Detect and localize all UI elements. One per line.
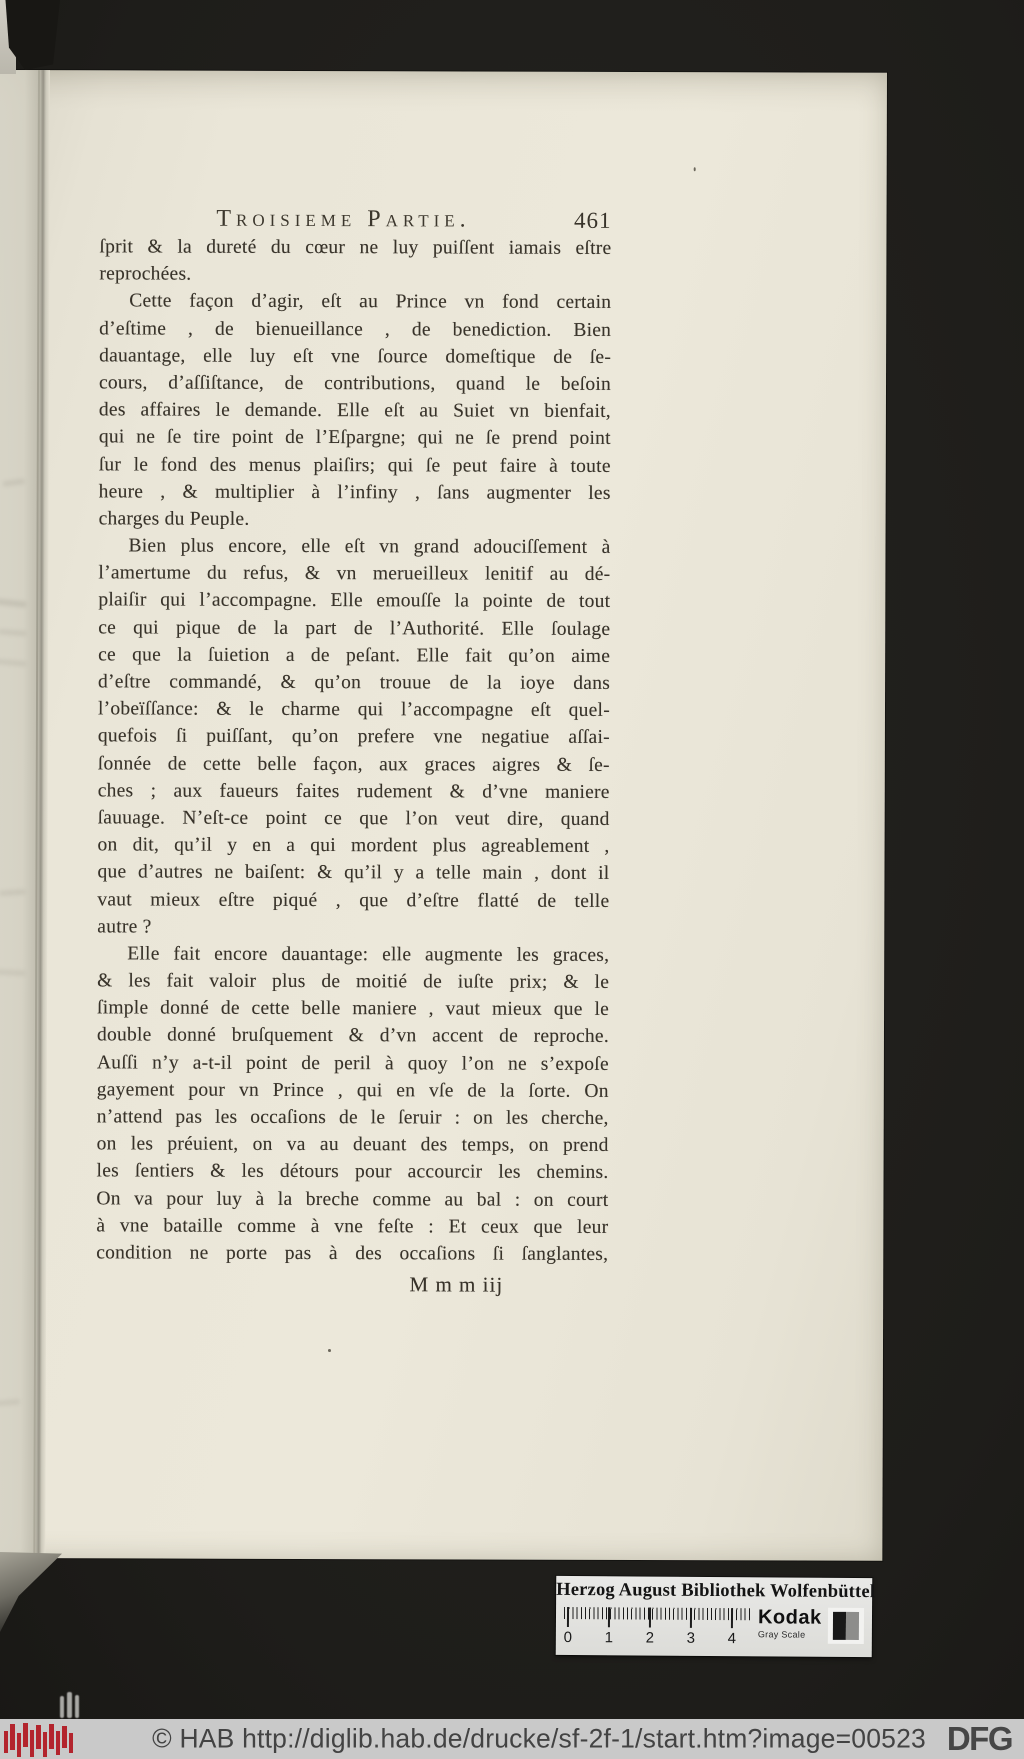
text-line: autre ? xyxy=(97,916,152,938)
text-line: l’obeïſſance: & le charme qui l’accompagne eſt quel- xyxy=(97,698,611,722)
gray-scale-label: Gray Scale xyxy=(757,1629,806,1640)
text-line: heure , & multiplier à l’infiny , ſans augmenter les xyxy=(98,481,611,504)
text-line: l’amertume du refus, & vn merueilleux lenitif au dé- xyxy=(98,562,611,586)
ruler-major-tick xyxy=(649,1608,651,1628)
hab-logo-icon xyxy=(3,1721,75,1757)
text-line: que d’autres ne baiſent: & qu’il y a telle main , dont il xyxy=(97,861,610,885)
text-line: plaiſir qui l’accompagne. Elle emouſſe la pointe de tout xyxy=(98,589,611,613)
ruler-minor-ticks xyxy=(564,1607,750,1620)
gray-swatch xyxy=(846,1612,859,1640)
text-line: reprochées. xyxy=(99,263,192,285)
text-line: gayement pour vn Prince , qui en vſe de la ſorte. On xyxy=(96,1079,609,1102)
body-text xyxy=(96,233,611,1268)
page-text-block xyxy=(96,205,611,1298)
ruler-major-tick xyxy=(567,1607,569,1627)
copyright-url: © HAB http://diglib.hab.de/drucke/sf-2f-1/start.htm?image=00523 xyxy=(152,1723,926,1754)
text-line: ce qui pique de la part de l’Authorité. Elle ſoulage xyxy=(98,616,611,640)
signature-mark: M m m iij xyxy=(409,1272,504,1297)
kodak-wordmark: Kodak xyxy=(757,1606,822,1629)
white-logo-remnant xyxy=(56,1692,86,1718)
kodak-label-row xyxy=(556,1601,872,1653)
running-head xyxy=(99,205,611,235)
text-line: ce que la ſuietion a de peſant. Elle fait qu’on aime xyxy=(98,644,611,667)
text-line: d’eſtre commandé, & qu’on trouue de la ioye dans xyxy=(98,671,611,694)
ruler-number: 2 xyxy=(645,1629,655,1647)
text-line: des affaires le demande. Elle eſt au Suiet vn bienfait, xyxy=(98,399,611,423)
text-line: dauantage, elle luy eſt vne ſource domeſtique de ſe- xyxy=(99,345,612,368)
ruler-major-tick xyxy=(731,1608,733,1628)
text-line: On va pour luy à la breche comme au bal : on court xyxy=(96,1187,609,1211)
text-line: vaut mieux eſtre piqué , que d’eſtre flatté de telle xyxy=(97,888,610,912)
ink-speck xyxy=(694,167,696,171)
text-line: ſur le fond des menus plaiſirs; qui ſe peut faire à toute xyxy=(98,453,611,477)
running-title: Troisieme Partie. xyxy=(216,205,471,233)
text-line: Bien plus encore, elle eſt vn grand adouciſſement à xyxy=(128,535,611,559)
ink-speck xyxy=(328,1349,331,1352)
book-edge-wedge xyxy=(0,1552,62,1632)
ruler-scale xyxy=(564,1607,750,1650)
text-line: double donné bruſquement & d’vn accent de reproche. xyxy=(96,1024,609,1048)
text-line: les ſentiers & les détours pour accourcir les chemins. xyxy=(96,1160,609,1184)
text-line: à vne bataille comme à vne feſte : Et ceux que leur xyxy=(96,1215,609,1238)
ruler-number: 3 xyxy=(686,1629,696,1647)
text-line: condition ne porte pas à des occaſions ſi ſanglantes, xyxy=(96,1242,609,1265)
text-line: & les fait valoir plus de moitié de iuſte prix; & le xyxy=(97,970,610,993)
ruler-number: 4 xyxy=(727,1630,737,1648)
text-line: qui ne ſe tire point de l’Eſpargne; qui ne ſe prend point xyxy=(98,426,611,450)
book-page xyxy=(0,70,887,1561)
kodak-grayscale-target xyxy=(556,1576,876,1657)
text-line: Cette façon d’agir, eſt au Prince vn fond certain xyxy=(129,290,612,314)
text-line: d’eſtime , de bienueillance , de benediction. Bien xyxy=(99,317,612,341)
text-line: Elle fait encore dauantage: elle augmente les graces, xyxy=(127,943,610,966)
text-line: charges du Peuple. xyxy=(98,508,250,530)
text-line: on les préuient, on va au deuant des temps, on prend xyxy=(96,1133,609,1157)
text-line: ſprit & la dureté du cœur ne luy puiſſent iamais eſtre xyxy=(99,236,612,259)
ruler-number: 1 xyxy=(604,1629,614,1647)
text-line: on dit, qu’il y en a qui mordent plus agreablement , xyxy=(97,834,610,858)
library-name-label: Herzog August Bibliothek Wolfenbüttel xyxy=(556,1579,876,1603)
text-line: n’attend pas les occaſions de le ſeruir : on les cherche, xyxy=(96,1106,609,1129)
kodak-brand xyxy=(758,1606,824,1639)
ruler-number: 0 xyxy=(563,1628,573,1647)
ruler-major-tick xyxy=(690,1608,692,1628)
text-line: ſimple donné de cette belle maniere , vaut mieux que le xyxy=(97,997,610,1021)
ruler-major-tick xyxy=(608,1607,610,1627)
dfg-logo: DFG xyxy=(946,1719,1012,1758)
gray-patch-window xyxy=(828,1608,864,1644)
text-line: cours, d’aſſiſtance, de contributions, quand le beſoin xyxy=(98,372,612,395)
page-gutter xyxy=(0,70,50,1558)
footer-bar xyxy=(0,1719,1024,1759)
black-swatch xyxy=(833,1612,846,1640)
text-line: quefois ſi puiſſant, qu’on prefere vne negatiue aſſai- xyxy=(97,725,610,749)
text-line: ſauuage. N’eſt-ce point ce que l’on veut dire, quand xyxy=(97,807,610,830)
text-line: Auſſi n’y a-t-il point de peril à quoy l’on ne s’expoſe xyxy=(96,1051,609,1075)
page-number: 461 xyxy=(573,207,612,233)
text-line: ſonnée de cette belle façon, aux graces aigres & ſe- xyxy=(97,752,610,776)
text-line: ches ; aux faueurs faites rudement & d’vne maniere xyxy=(97,780,610,803)
